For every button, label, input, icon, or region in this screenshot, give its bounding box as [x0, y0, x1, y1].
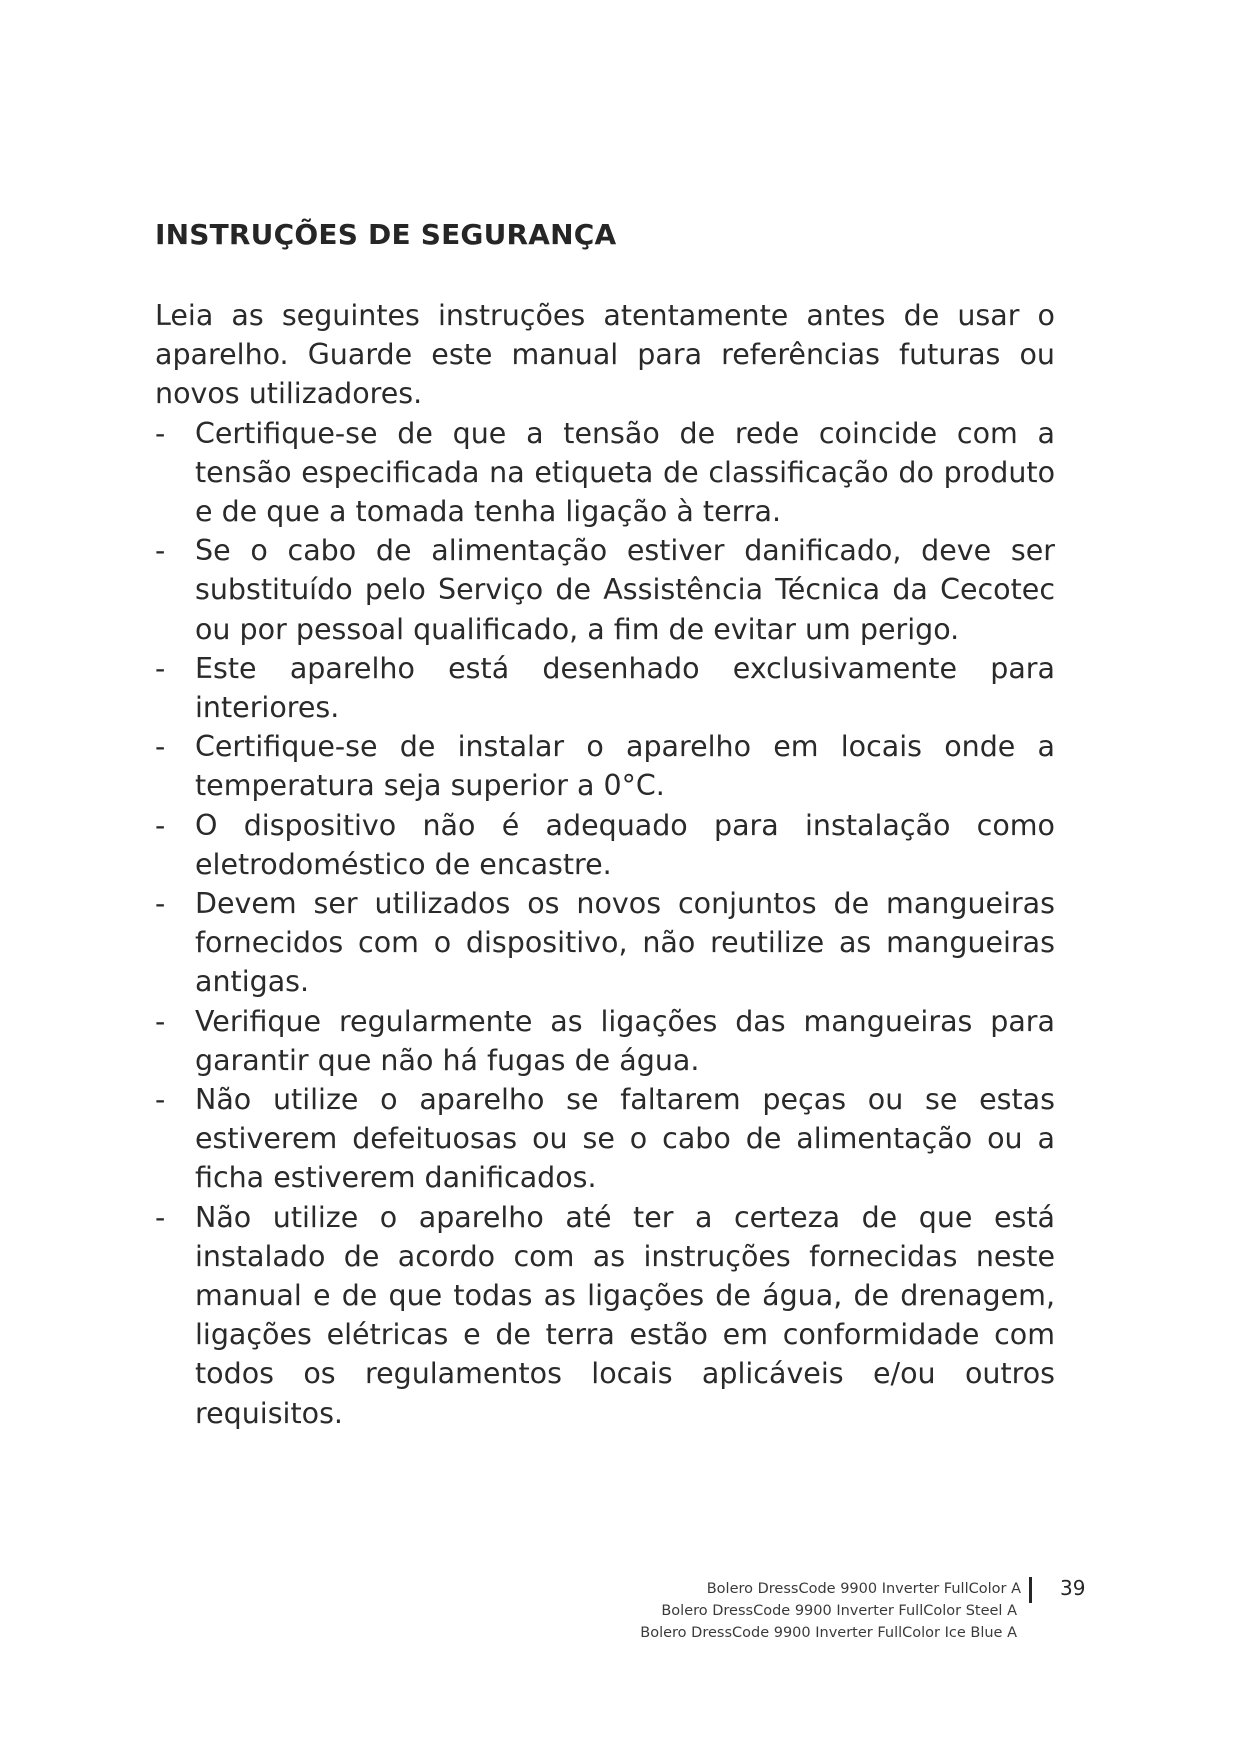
footer-model-name: Bolero DressCode 9900 Inverter FullColor Steel A — [661, 1603, 1017, 1619]
bullet-dash: - — [155, 534, 166, 568]
footer-model-name: Bolero DressCode 9900 Inverter FullColor Ice Blue A — [640, 1625, 1017, 1641]
bullet-dash: - — [155, 808, 166, 842]
bullet-dash: - — [155, 1004, 166, 1038]
list-item — [155, 1198, 1055, 1433]
list-item — [155, 531, 1055, 649]
page-title: INSTRUÇÕES DE SEGURANÇA — [155, 218, 617, 251]
list-item — [155, 884, 1055, 1002]
bullet-dash: - — [155, 730, 166, 764]
bullet-dash: - — [155, 651, 166, 685]
list-item-text: Não utilize o aparelho até ter a certeza de que está instalado de acordo com as instruções fornecidas neste manual e de que todas as ligações de água, de drenagem, ligações elétricas e de terra estão em conformidade com todos os regulamentos locais aplicáveis e/ou outros requisitos. — [195, 1200, 1055, 1430]
bullet-dash: - — [155, 1200, 166, 1234]
list-item — [155, 1080, 1055, 1198]
bullet-dash: - — [155, 887, 166, 921]
list-item — [155, 649, 1055, 727]
bullet-dash: - — [155, 1083, 166, 1117]
list-item-text: Este aparelho está desenhado exclusivamente para interiores. — [195, 651, 1055, 725]
list-item-text: Devem ser utilizados os novos conjuntos de mangueiras fornecidos com o dispositivo, não reutilize as mangueiras antigas. — [195, 887, 1055, 999]
list-item-text: Certifique-se de que a tensão de rede coincide com a tensão especificada na etiqueta de classificação do produto e de que a tomada tenha ligação à terra. — [195, 416, 1055, 529]
list-item-text: Certifique-se de instalar o aparelho em locais onde a temperatura seja superior a 0°C. — [195, 730, 1055, 803]
list-item-text: Se o cabo de alimentação estiver danificado, deve ser substituído pelo Serviço de Assistência Técnica da Cecotec ou por pessoal qualificado, a fim de evitar um perigo. — [195, 534, 1055, 646]
safety-instructions-body — [155, 296, 1055, 1433]
bullet-dash: - — [155, 416, 166, 450]
footer-model-name: Bolero DressCode 9900 Inverter FullColor A — [706, 1581, 1021, 1597]
list-item-text: O dispositivo não é adequado para instalação como eletrodoméstico de encastre. — [195, 808, 1055, 881]
page-number: 39 — [1060, 1576, 1086, 1600]
list-item — [155, 727, 1055, 805]
footer-model-list — [640, 1578, 1021, 1644]
list-item — [155, 1002, 1055, 1080]
safety-instructions-list — [155, 414, 1055, 1433]
footer-divider — [1029, 1577, 1032, 1603]
list-item — [155, 414, 1055, 532]
list-item-text: Verifique regularmente as ligações das mangueiras para garantir que não há fugas de água. — [195, 1004, 1055, 1077]
list-item — [155, 806, 1055, 884]
intro-paragraph: Leia as seguintes instruções atentamente antes de usar o aparelho. Guarde este manual para referências futuras ou novos utilizadores. — [155, 299, 1055, 411]
list-item-text: Não utilize o aparelho se faltarem peças ou se estas estiverem defeituosas ou se o cabo de alimentação ou a ficha estiverem danificados. — [195, 1083, 1055, 1195]
